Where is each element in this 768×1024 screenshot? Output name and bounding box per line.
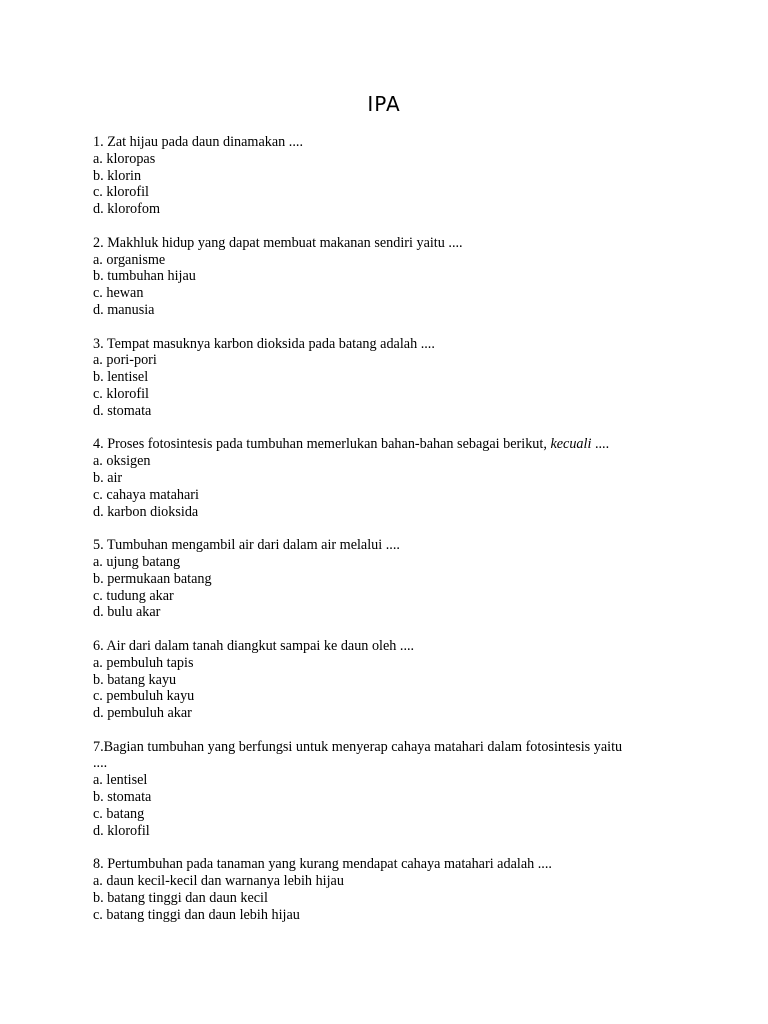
question-7 <box>93 739 693 840</box>
option-c: c. cahaya matahari <box>93 486 199 503</box>
question-text: 7.Bagian tumbuhan yang berfungsi untuk menyerap cahaya matahari dalam fotosintesis yaitu <box>93 738 623 755</box>
question-text: 1. Zat hijau pada daun dinamakan .... <box>93 134 303 150</box>
question-text: 5. Tumbuhan mengambil air dari dalam air melalui .... <box>93 537 400 554</box>
option-b: b. air <box>93 469 123 486</box>
option-a: a. ujung batang <box>93 553 181 570</box>
question-list <box>93 134 693 940</box>
question-2 <box>93 235 693 319</box>
option-d: d. karbon dioksida <box>93 503 199 520</box>
option-d: d. bulu akar <box>93 604 161 621</box>
option-a: a. oksigen <box>93 453 151 470</box>
option-b: b. stomata <box>93 789 152 806</box>
question-text-main: 4. Proses fotosintesis pada tumbuhan memerlukan bahan-bahan sebagai berikut, <box>93 436 551 453</box>
option-c: c. batang tinggi dan daun lebih hijau <box>93 906 300 923</box>
question-4 <box>93 436 693 520</box>
option-d: d. pembuluh akar <box>93 705 192 722</box>
question-text: 3. Tempat masuknya karbon dioksida pada batang adalah .... <box>93 335 435 352</box>
question-3 <box>93 336 693 420</box>
question-8 <box>93 856 693 923</box>
question-text: 6. Air dari dalam tanah diangkut sampai ke daun oleh .... <box>93 637 415 654</box>
option-c: c. klorofil <box>93 184 149 201</box>
option-a: a. organisme <box>93 251 166 268</box>
option-a: a. pembuluh tapis <box>93 654 194 671</box>
option-c: c. tudung akar <box>93 587 174 604</box>
question-text-end: .... <box>591 436 610 453</box>
option-b: b. batang kayu <box>93 671 177 688</box>
question-text: 2. Makhluk hidup yang dapat membuat makanan sendiri yaitu .... <box>93 234 463 251</box>
option-c: c. hewan <box>93 285 144 302</box>
question-text: 8. Pertumbuhan pada tanaman yang kurang mendapat cahaya matahari adalah .... <box>93 856 552 873</box>
question-6 <box>93 638 693 722</box>
option-b: b. tumbuhan hijau <box>93 268 196 285</box>
option-b: b. batang tinggi dan daun kecil <box>93 889 268 906</box>
option-c: c. batang <box>93 805 145 822</box>
question-text <box>93 436 693 453</box>
option-b: b. permukaan batang <box>93 570 212 587</box>
option-d: d. manusia <box>93 301 155 318</box>
page-title: IPA <box>367 92 401 116</box>
option-d: d. klorofom <box>93 201 160 218</box>
option-a: a. kloropas <box>93 150 156 167</box>
option-c: c. klorofil <box>93 385 149 402</box>
question-5 <box>93 537 693 621</box>
option-d: d. stomata <box>93 402 152 419</box>
option-c: c. pembuluh kayu <box>93 688 195 705</box>
question-text-emphasis: kecuali <box>550 436 592 453</box>
option-a: a. lentisel <box>93 772 148 789</box>
option-a: a. daun kecil-kecil dan warnanya lebih hijau <box>93 873 344 890</box>
question-text-continued: .... <box>93 755 108 772</box>
question-1 <box>93 134 693 218</box>
option-a: a. pori-pori <box>93 352 157 369</box>
option-d: d. klorofil <box>93 822 150 839</box>
option-b: b. klorin <box>93 167 142 184</box>
option-b: b. lentisel <box>93 369 149 386</box>
